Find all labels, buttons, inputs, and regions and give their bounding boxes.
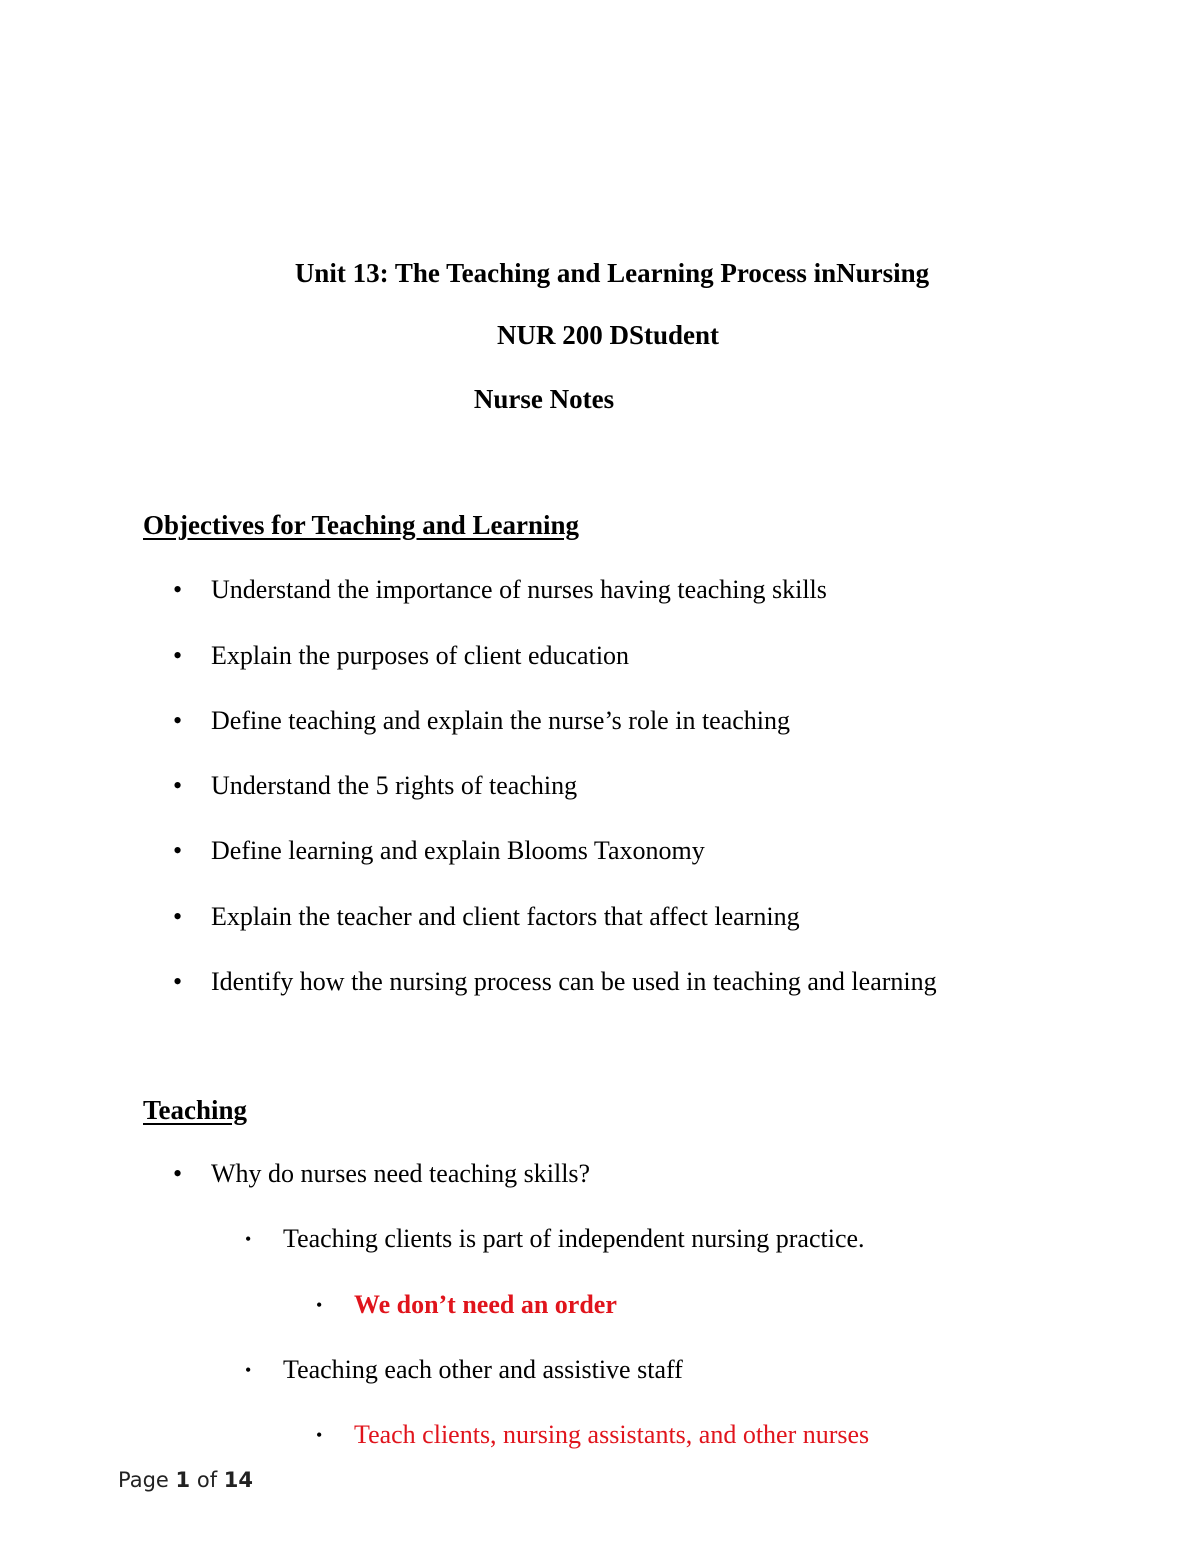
bullet-icon: • (316, 1295, 323, 1315)
objective-text: Define teaching and explain the nurse’s role in teaching (211, 706, 791, 735)
bullet-icon: • (173, 902, 183, 931)
teaching-point-text: Teaching clients is part of independent nursing practice. (283, 1224, 865, 1253)
bullet-icon: • (173, 967, 183, 996)
objective-text: Explain the purposes of client education (211, 641, 630, 670)
objective-text: Understand the importance of nurses having teaching skills (211, 575, 827, 604)
course-code: NUR 200 DStudent (496, 320, 720, 350)
bullet-icon: • (173, 706, 183, 735)
objective-text: Explain the teacher and client factors that affect learning (211, 902, 800, 931)
objective-text: Define learning and explain Blooms Taxonomy (211, 836, 705, 865)
teaching-note-text: Teach clients, nursing assistants, and other nurses (354, 1420, 870, 1449)
total-page-count: 14 (223, 1468, 254, 1492)
bullet-icon: • (245, 1229, 252, 1249)
bullet-icon: • (245, 1360, 252, 1380)
document-title: Unit 13: The Teaching and Learning Process inNursing (294, 258, 930, 288)
page-label: Page (118, 1468, 169, 1492)
bullet-icon: • (173, 575, 183, 604)
bullet-icon: • (173, 641, 183, 670)
current-page-number: 1 (175, 1468, 191, 1492)
teaching-note-text: We don’t need an order (354, 1290, 617, 1319)
page-of-label: of (196, 1468, 218, 1492)
document-subtitle: Nurse Notes (473, 384, 615, 414)
bullet-icon: • (173, 836, 183, 865)
teaching-point-text: Teaching each other and assistive staff (283, 1355, 683, 1384)
objectives-heading: Objectives for Teaching and Learning (143, 510, 580, 540)
page-number-footer (118, 1466, 253, 1494)
bullet-icon: • (173, 771, 183, 800)
bullet-icon: • (173, 1159, 183, 1188)
objective-text: Identify how the nursing process can be used in teaching and learning (211, 967, 937, 996)
teaching-heading: Teaching (143, 1095, 248, 1125)
teaching-question-text: Why do nurses need teaching skills? (211, 1159, 591, 1188)
bullet-icon: • (316, 1425, 323, 1445)
objective-text: Understand the 5 rights of teaching (211, 771, 578, 800)
